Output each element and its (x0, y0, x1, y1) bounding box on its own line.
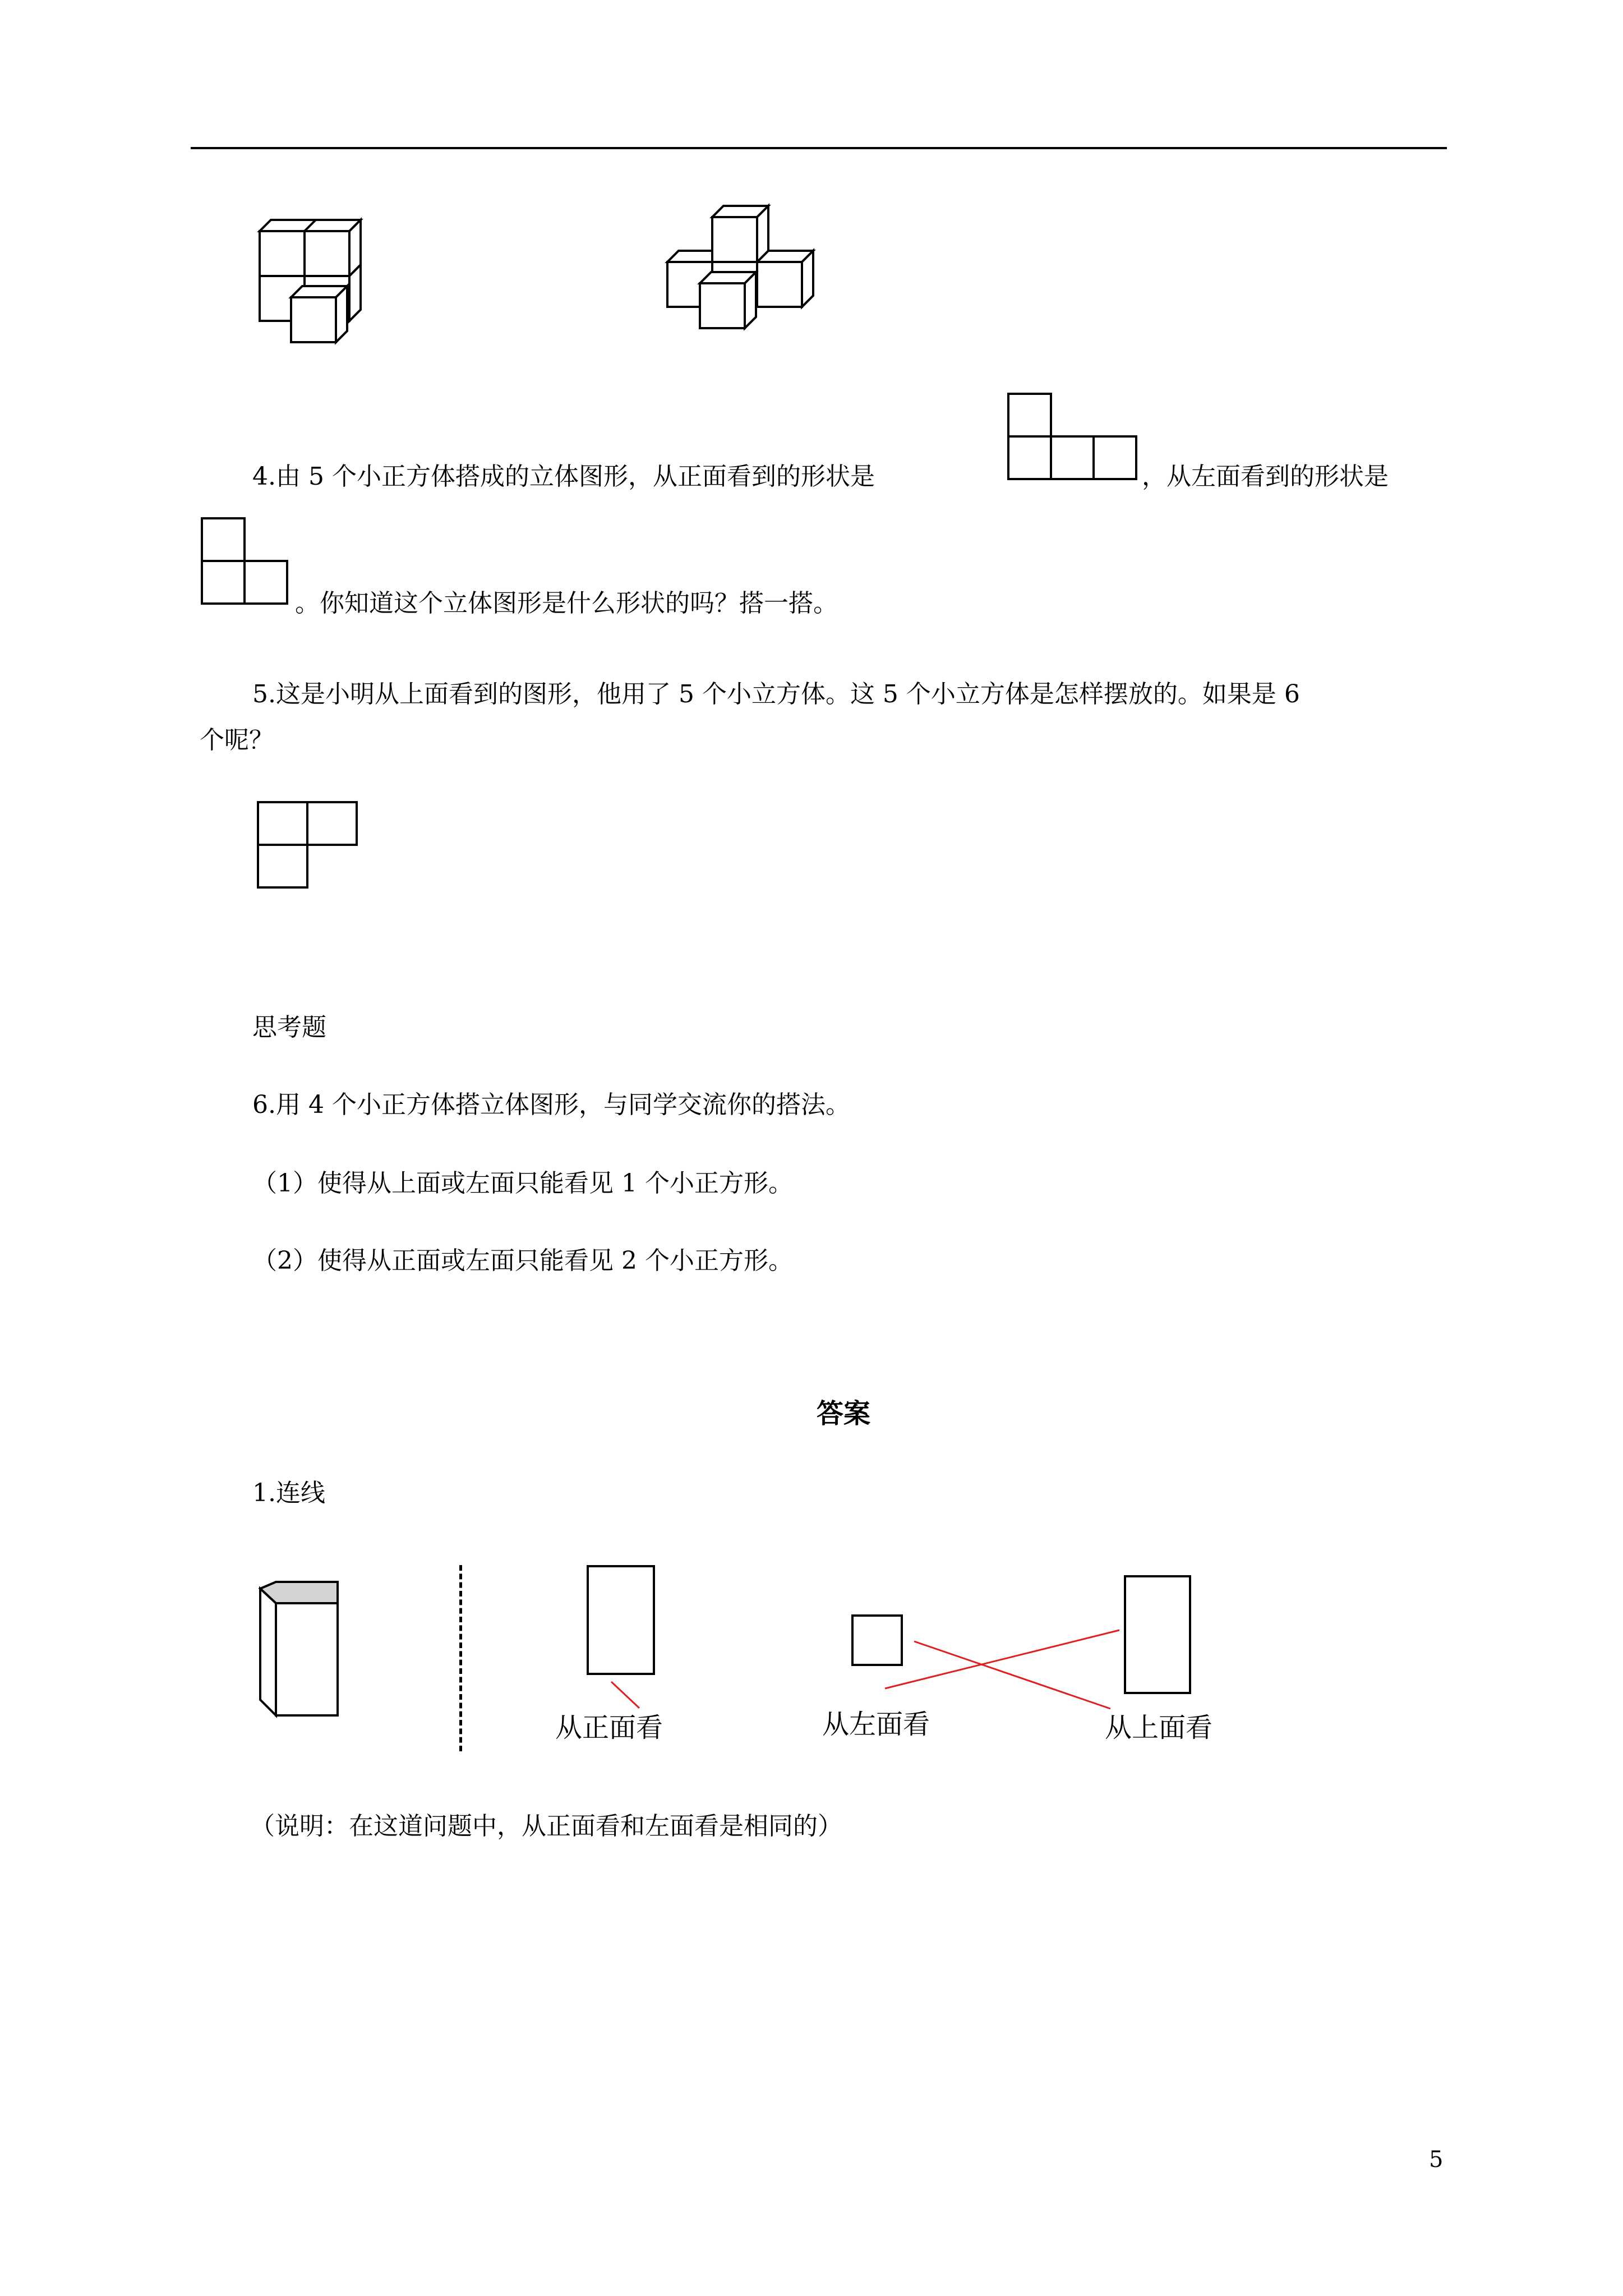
q4-text-part1: 4.由 5 个小正方体搭成的立体图形，从正面看到的形状是 (252, 462, 875, 491)
page-number: 5 (1429, 2147, 1444, 2173)
q6-sub2: （2）使得从正面或左面只能看见 2 个小正方形。 (252, 1246, 793, 1275)
label-left-view: 从左面看 (822, 1709, 930, 1740)
answer-1-label: 1.连线 (252, 1479, 325, 1507)
q5-line1: 5.这是小明从上面看到的图形，他用了 5 个小立方体。这 5 个小立方体是怎样摆放的。如果是 6 (252, 680, 1300, 708)
q4-text-part2: ，从左面看到的形状是 (1142, 462, 1389, 491)
thinking-heading: 思考题 (252, 1013, 326, 1042)
label-front-view: 从正面看 (555, 1712, 663, 1743)
q4-text-part3: 。你知道这个立体图形是什么形状的吗？搭一搭。 (295, 589, 838, 618)
connector-top-to-left (885, 1630, 1119, 1688)
q6-text: 6.用 4 个小正方体搭立体图形，与同学交流你的搭法。 (252, 1091, 850, 1119)
answer-note: （说明：在这道问题中，从正面看和左面看是相同的） (250, 1812, 842, 1841)
connector-left-to-top (914, 1641, 1110, 1709)
q5-line2: 个呢？ (200, 726, 274, 754)
q6-sub1: （1）使得从上面或左面只能看见 1 个小正方形。 (252, 1169, 793, 1198)
answers-title: 答案 (817, 1398, 871, 1429)
label-top-view: 从上面看 (1105, 1712, 1213, 1743)
connector-front (611, 1682, 639, 1708)
